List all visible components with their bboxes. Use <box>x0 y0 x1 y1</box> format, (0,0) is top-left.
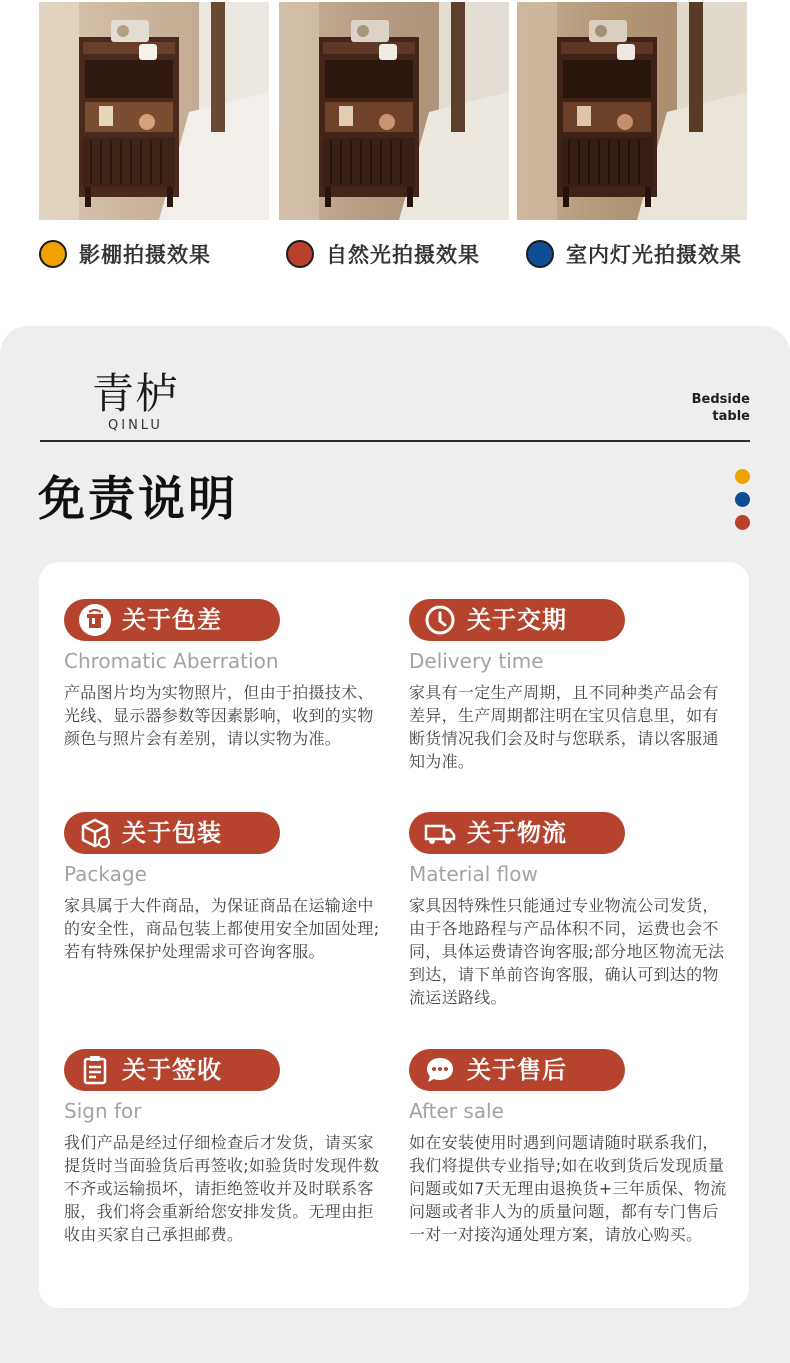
clipboard-sign-icon <box>78 1053 112 1087</box>
section-subtitle: After sale <box>409 1099 504 1123</box>
legend-dot-icon <box>39 240 67 268</box>
delivery-truck-icon <box>423 816 457 850</box>
legend-label: 室内灯光拍摄效果 <box>566 243 742 267</box>
product-photo-indoor-light <box>517 2 747 220</box>
section-body: 如在安装使用时遇到问题请随时联系我们，我们将提供专业指导;如在收到货后发现质量问题或如7天无理由退换货+三年质保、物流问题或者非人为的质量问题，都有专门售后一对一对接沟通处理方案，请放心购买。 <box>409 1133 727 1244</box>
paint-bucket-icon <box>78 603 112 637</box>
page-title: 免责说明 <box>38 472 238 527</box>
decor-dot-icon <box>735 515 750 530</box>
section-body: 家具属于大件商品，为保证商品在运输途中的安全性，商品包装上都使用安全加固处理;若有特殊保护处理需求可咨询客服。 <box>64 896 380 961</box>
section-body: 产品图片均为实物照片，但由于拍摄技术、光线、显示器参数等因素影响，收到的实物颜色与照片会有差别，请以实物为准。 <box>64 683 374 748</box>
product-name-line1: Bedside <box>691 392 750 407</box>
section-subtitle: Chromatic Aberration <box>64 649 279 673</box>
brand-latin: QINLU <box>108 418 163 433</box>
decor-dot-icon <box>735 492 750 507</box>
section-subtitle: Material flow <box>409 862 538 886</box>
photo-legend-natural-light <box>286 238 480 270</box>
section-body: 家具有一定生产周期，且不同种类产品会有差异，生产周期都注明在宝贝信息里，如有断货情况我们会及时与您联系，请以客服通知为准。 <box>409 683 719 771</box>
package-icon <box>78 816 112 850</box>
section-title: 关于物流 <box>467 819 567 847</box>
section-header <box>409 812 625 854</box>
section-body: 我们产品是经过仔细检查后才发货，请买家提货时当面验货后再签收;如验货时发现件数不齐或运输损坏，请拒绝签收并及时联系客服，我们将会重新给您安排发货。无理由拒收由买家自己承担邮费。 <box>64 1133 380 1244</box>
chat-bubble-icon <box>423 1053 457 1087</box>
section-title: 关于签收 <box>122 1056 222 1084</box>
section-subtitle: Sign for <box>64 1099 142 1123</box>
section-header <box>64 599 280 641</box>
section-package <box>64 812 386 963</box>
brand-logo: 青栌 <box>92 369 181 418</box>
section-header <box>64 1049 280 1091</box>
legend-label: 影棚拍摄效果 <box>79 243 211 267</box>
product-photo-natural-light <box>279 2 509 220</box>
legend-dot-icon <box>286 240 314 268</box>
section-header <box>409 599 625 641</box>
product-name-line2: table <box>712 409 750 424</box>
product-photo-studio <box>39 2 269 220</box>
legend-dot-icon <box>526 240 554 268</box>
section-logistics <box>409 812 731 1009</box>
legend-label: 自然光拍摄效果 <box>326 243 480 267</box>
section-color-difference <box>64 599 386 750</box>
photo-legend-indoor-light <box>526 238 742 270</box>
section-after-sale <box>409 1049 731 1246</box>
clock-icon <box>423 603 457 637</box>
section-header <box>409 1049 625 1091</box>
decor-dot-icon <box>735 469 750 484</box>
header-divider <box>40 440 750 442</box>
section-subtitle: Delivery time <box>409 649 544 673</box>
section-title: 关于售后 <box>467 1056 567 1084</box>
section-title: 关于交期 <box>467 606 567 634</box>
section-sign-for <box>64 1049 386 1246</box>
section-title: 关于色差 <box>122 606 222 634</box>
section-body: 家具因特殊性只能通过专业物流公司发货，由于各地路程与产品体积不同，运费也会不同，具体运费请咨询客服;部分地区物流无法到达，请下单前咨询客服，确认可到达的物流运送路线。 <box>409 896 725 1007</box>
section-header <box>64 812 280 854</box>
section-subtitle: Package <box>64 862 147 886</box>
section-title: 关于包装 <box>122 819 222 847</box>
section-delivery-time <box>409 599 731 773</box>
photo-legend-studio <box>39 238 211 270</box>
